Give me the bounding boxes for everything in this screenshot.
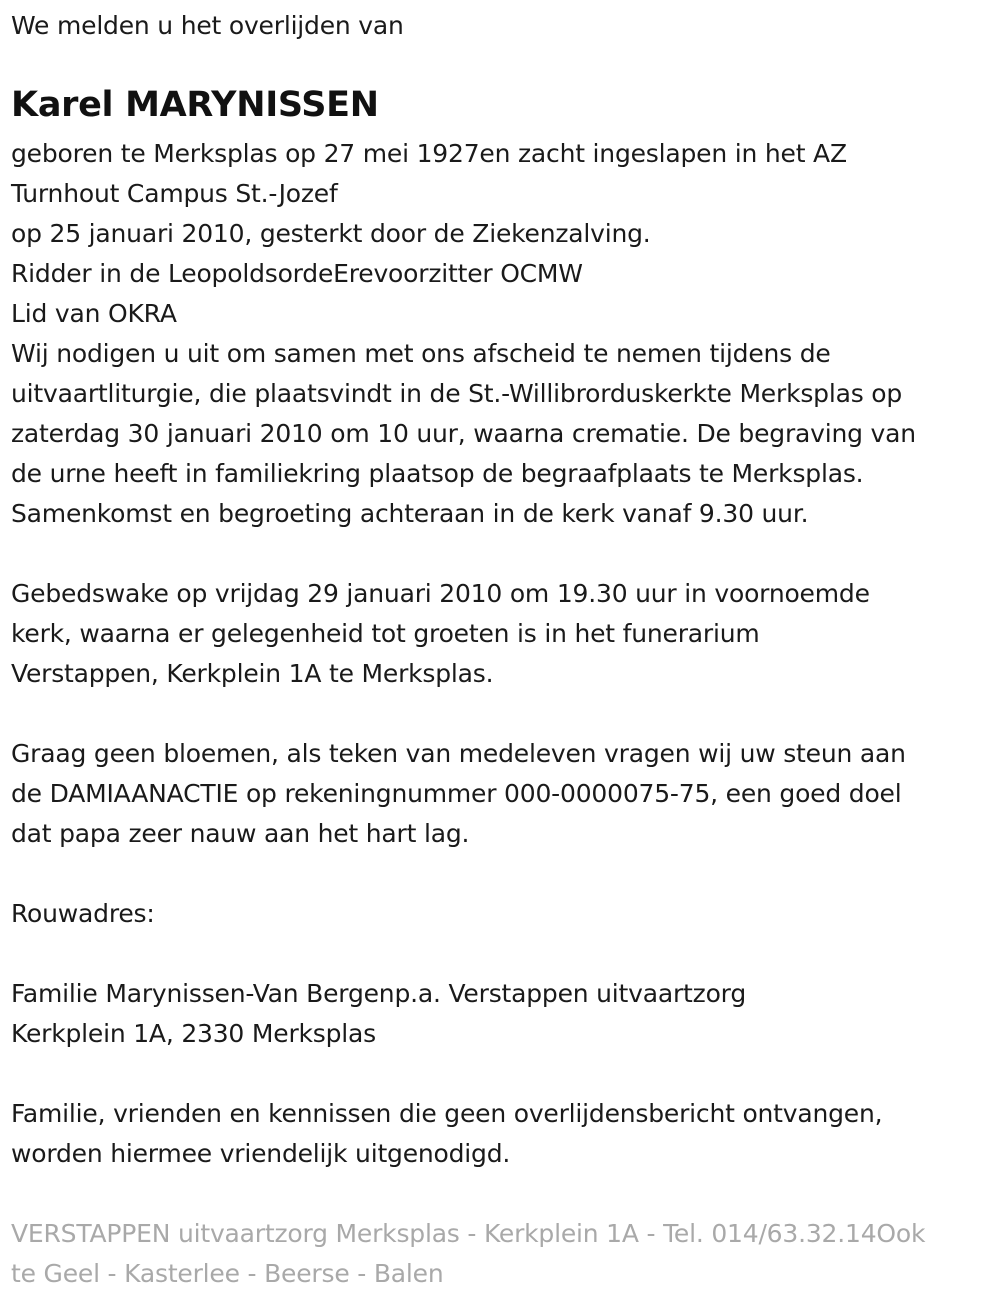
intro-text: We melden u het overlijden van [11,11,404,40]
bio-line: Ridder in de LeopoldsordeErevoorzitter OCMW [11,259,583,288]
footer-line: VERSTAPPEN uitvaartzorg Merksplas - Kerkplein 1A - Tel. 014/63.32.14Ook [11,1219,926,1248]
bio-line: Samenkomst en begroeting achteraan in de kerk vanaf 9.30 uur. [11,499,809,528]
bio-line: de urne heeft in familiekring plaatsop de begraafplaats te Merksplas. [11,459,864,488]
address-section [11,974,746,1054]
address-line: Familie Marynissen-Van Bergenp.a. Verstappen uitvaartzorg [11,979,746,1008]
wake-line: Gebedswake op vrijdag 29 januari 2010 om 19.30 uur in voornoemde [11,579,870,608]
flowers-line: de DAMIAANACTIE op rekeningnummer 000-0000075-75, een goed doel [11,779,902,808]
address-label-section [11,894,155,934]
bio-line: Wij nodigen u uit om samen met ons afscheid te nemen tijdens de [11,339,831,368]
deceased-name: Karel MARYNISSEN [11,85,379,125]
address-label: Rouwadres: [11,899,155,928]
bio-line: geboren te Merksplas op 27 mei 1927en zacht ingeslapen in het AZ [11,139,847,168]
flowers-line: dat papa zeer nauw aan het hart lag. [11,819,470,848]
footer-line: te Geel - Kasterlee - Beerse - Balen [11,1259,444,1288]
wake-line: kerk, waarna er gelegenheid tot groeten is in het funerarium [11,619,760,648]
bio-line: zaterdag 30 januari 2010 om 10 uur, waarna crematie. De begraving van [11,419,916,448]
funeral-home-footer [11,1214,925,1294]
address-line: Kerkplein 1A, 2330 Merksplas [11,1019,376,1048]
bio-line: uitvaartliturgie, die plaatsvindt in de St.-Willibrorduskerkte Merksplas op [11,379,903,408]
bio-line: op 25 januari 2010, gesterkt door de Ziekenzalving. [11,219,651,248]
flowers-section [11,734,906,854]
bio-line: Lid van OKRA [11,299,177,328]
bio-line: Turnhout Campus St.-Jozef [11,179,338,208]
invite-line: worden hiermee vriendelijk uitgenodigd. [11,1139,511,1168]
bio-section [11,134,916,534]
flowers-line: Graag geen bloemen, als teken van medeleven vragen wij uw steun aan [11,739,906,768]
wake-section [11,574,870,694]
invite-section [11,1094,882,1174]
wake-line: Verstappen, Kerkplein 1A te Merksplas. [11,659,494,688]
invite-line: Familie, vrienden en kennissen die geen overlijdensbericht ontvangen, [11,1099,883,1128]
